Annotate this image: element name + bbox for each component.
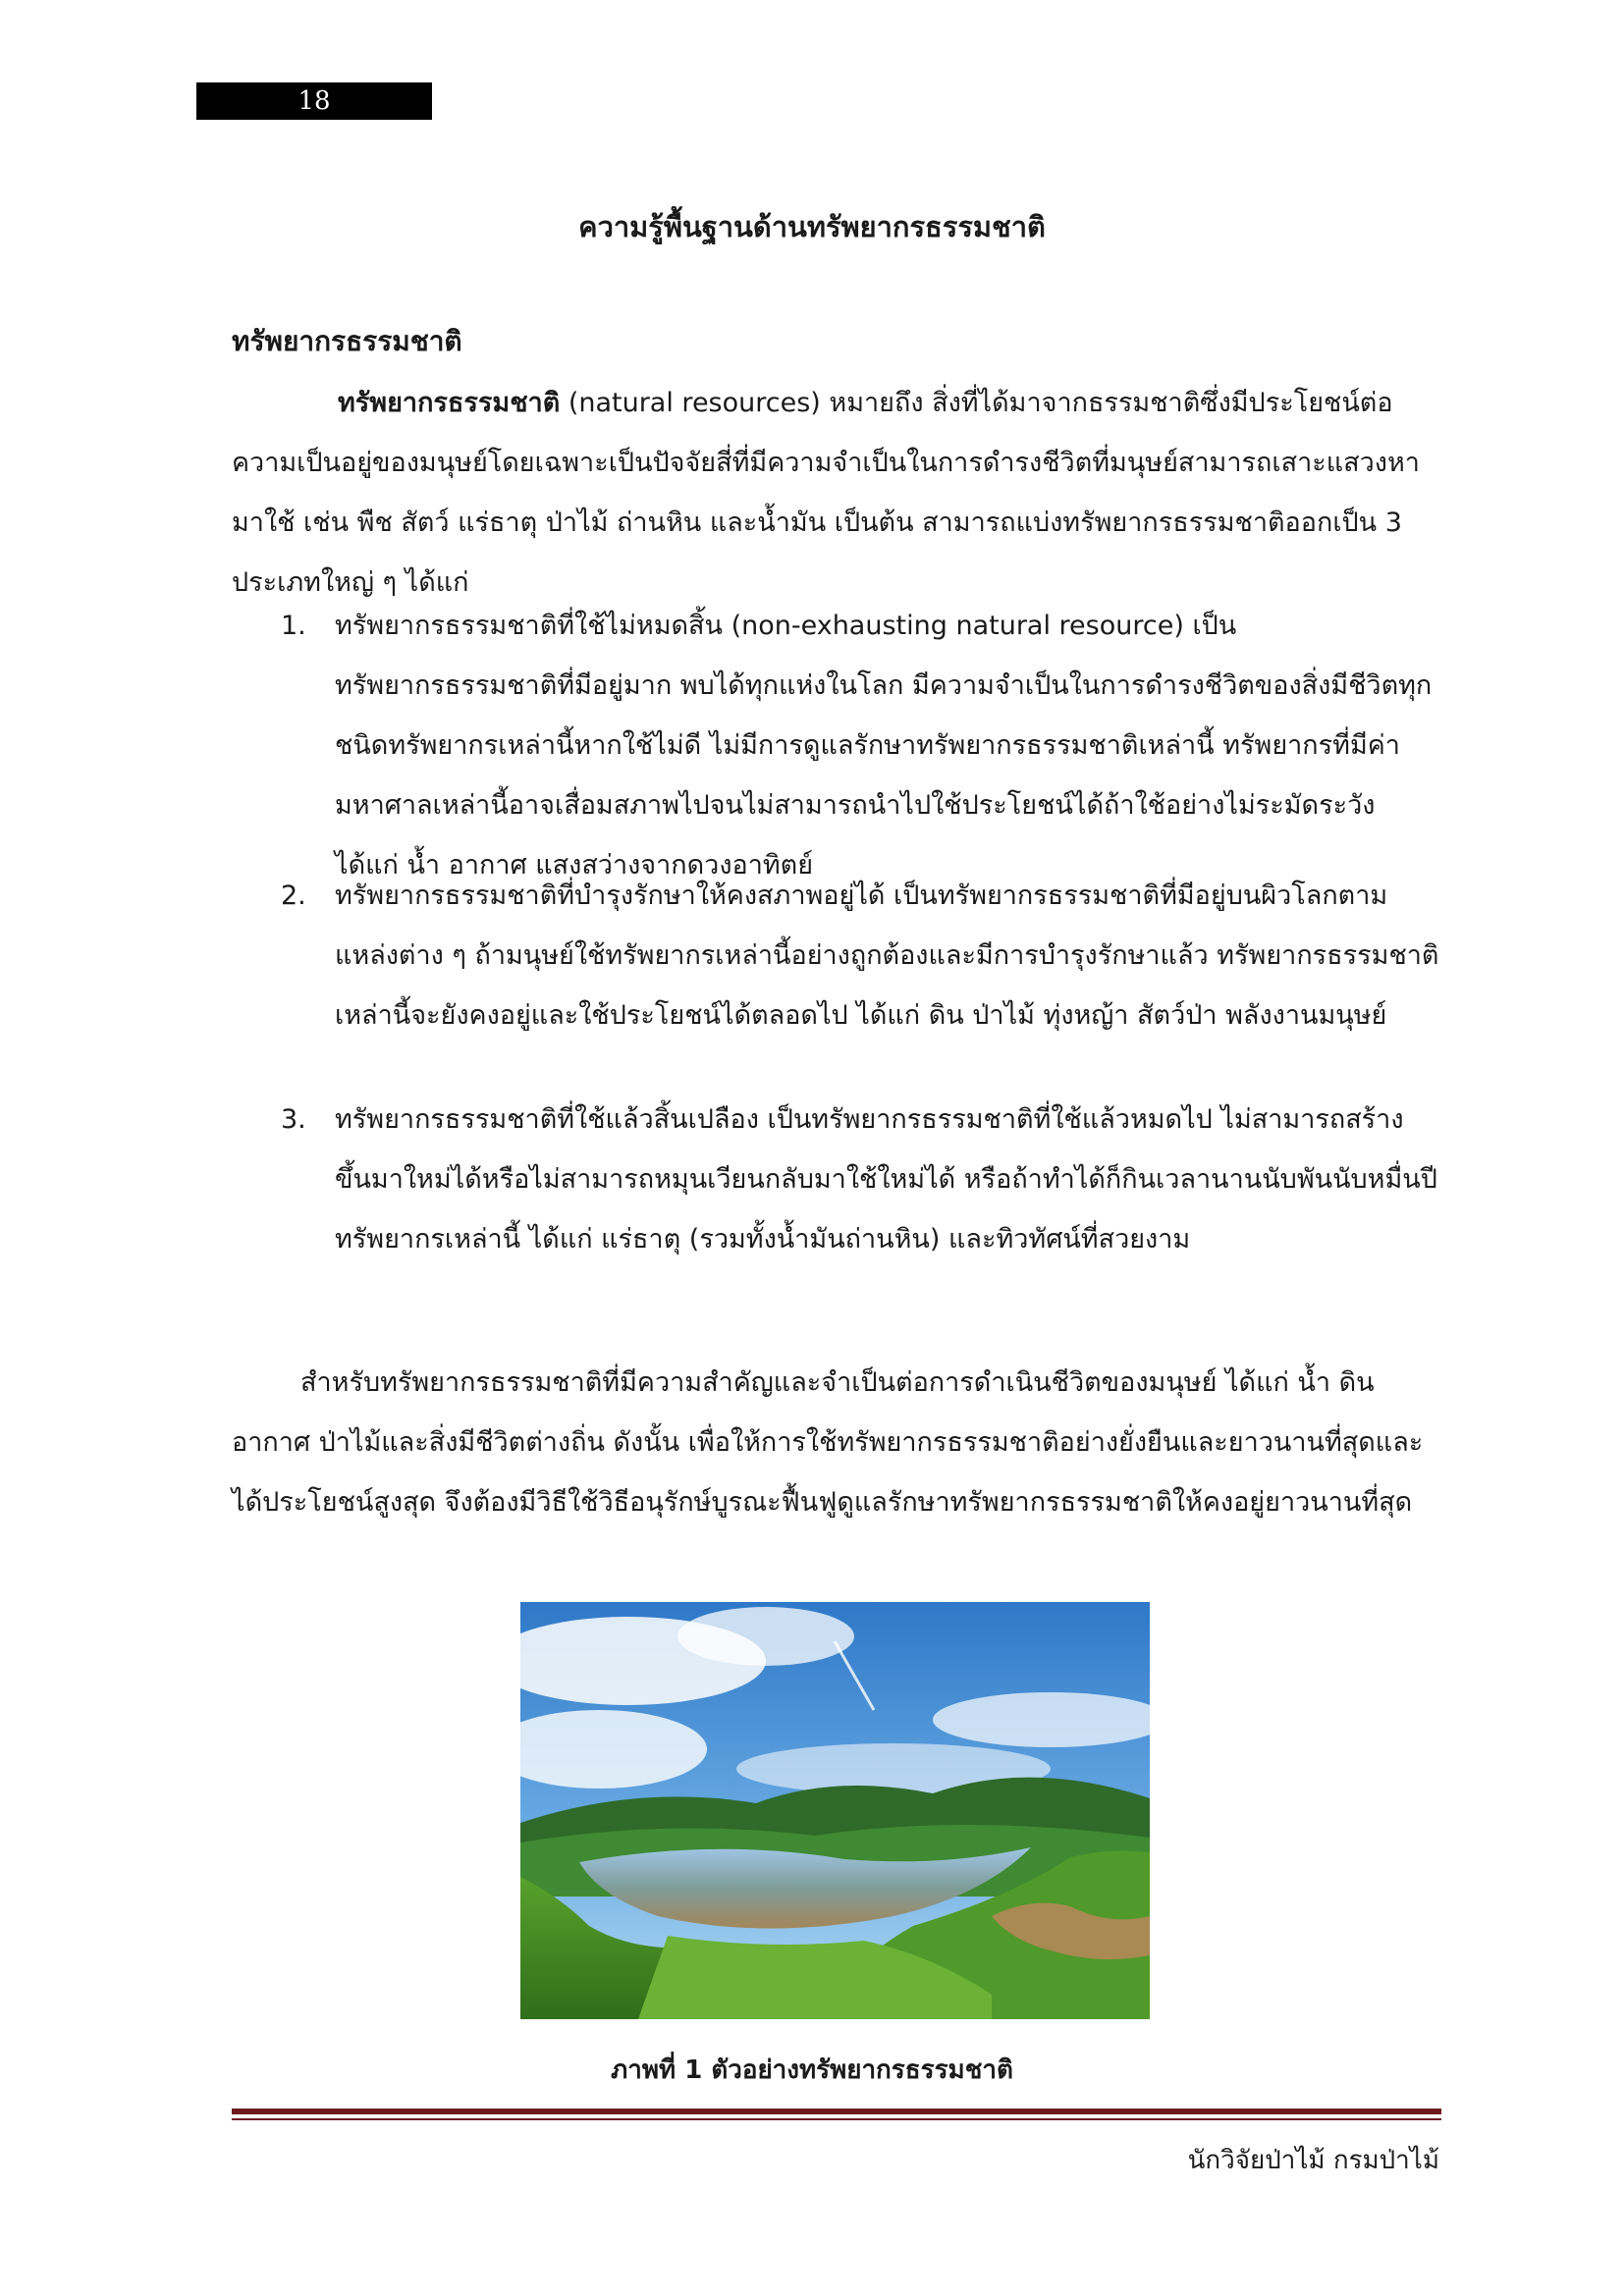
list-item-text: ทรัพยากรธรรมชาติที่บำรุงรักษาให้คงสภาพอยู่ได้ เป็นทรัพยากรธรรมชาติที่มีอยู่บนผิวโลกตามแหล่งต่าง ๆ ถ้ามนุษย์ใช้ทรัพยากรเหล่านี้อย่างถูกต้องและมีการบำรุงรักษาแล้ว ทรัพยากรธรรมชาติเหล่านี้จะยังคงอยู่และใช้ประโยชน์ได้ตลอดไป ได้แก่ ดิน ป่าไม้ ทุ่งหญ้า สัตว์ป่า พลังงานมนุษย์	[335, 881, 1439, 1031]
closing-paragraph-text: สำหรับทรัพยากรธรรมชาติที่มีความสำคัญและจำเป็นต่อการดำเนินชีวิตของมนุษย์ ได้แก่ น้ำ ดิน อากาศ ป่าไม้และสิ่งมีชีวิตต่างถิ่น ดังนั้น เพื่อให้การใช้ทรัพยากรธรรมชาติอย่างยั่งยืนและยาวนานที่สุดและได้ประโยชน์สูงสุด จึงต้องมีวิธีใช้วิธีอนุรักษ์บูรณะฟื้นฟูดูแลรักษาทรัพยากรธรรมชาติให้คงอยู่ยาวนานที่สุด	[232, 1367, 1424, 1518]
page-title: ความรู้พื้นฐานด้านทรัพยากรธรรมชาติ	[578, 210, 1046, 243]
list-item	[232, 1090, 1439, 1269]
footer-divider-thin	[232, 2118, 1441, 2120]
closing-paragraph	[232, 1353, 1439, 1532]
section-heading: ทรัพยากรธรรมชาติ	[232, 325, 462, 357]
list-item-number: 2.	[281, 881, 306, 911]
landscape-photo	[520, 1602, 1150, 2019]
page-number: 18	[196, 82, 432, 120]
resource-type-list	[232, 596, 1439, 1269]
intro-paragraph	[232, 373, 1439, 613]
figure-caption: ภาพที่ 1 ตัวอย่างทรัพยากรธรรมชาติ	[611, 2056, 1013, 2085]
page-footer: นักวิจัยป่าไม้ กรมป่าไม้	[1187, 2146, 1439, 2175]
list-item-text: ทรัพยากรธรรมชาติที่ใช้แล้วสิ้นเปลือง เป็นทรัพยากรธรรมชาติที่ใช้แล้วหมดไป ไม่สามารถสร้างขึ้นมาใหม่ได้หรือไม่สามารถหมุนเวียนกลับมาใช้ใหม่ได้ หรือถ้าทำได้ก็กินเวลานานนับพันนับหมื่นปีทรัพยากรเหล่านี้ ได้แก่ แร่ธาตุ (รวมทั้งน้ำมันถ่านหิน) และทิวทัศน์ที่สวยงาม	[335, 1104, 1437, 1255]
list-item-number: 3.	[281, 1104, 306, 1135]
intro-term: ทรัพยากรธรรมชาติ	[338, 388, 561, 418]
footer-divider	[232, 2109, 1441, 2114]
list-item	[232, 596, 1439, 881]
list-item	[232, 866, 1439, 1090]
intro-text: (natural resources) หมายถึง สิ่งที่ได้มาจากธรรมชาติซึ่งมีประโยชน์ต่อความเป็นอยู่ของมนุษย์โดยเฉพาะเป็นปัจจัยสี่ที่มีความจำเป็นในการดำรงชีวิตที่มนุษย์สามารถเสาะแสวงหามาใช้ เช่น พืช สัตว์ แร่ธาตุ ป่าไม้ ถ่านหิน และน้ำมัน เป็นต้น สามารถแบ่งทรัพยากรธรรมชาติออกเป็น 3 ประเภทใหญ่ ๆ ได้แก่	[232, 388, 1420, 598]
list-item-number: 1.	[281, 611, 306, 641]
list-item-text: ทรัพยากรธรรมชาติที่ใช้ไม่หมดสิ้น (non-exhausting natural resource) เป็น ทรัพยากรธรรมชาติที่มีอยู่มาก พบได้ทุกแห่งในโลก มีความจำเป็นในการดำรงชีวิตของสิ่งมีชีวิตทุกชนิดทรัพยากรเหล่านี้หากใช้ไม่ดี ไม่มีการดูแลรักษาทรัพยากรธรรมชาติเหล่านี้ ทรัพยากรที่มีค่ามหาศาลเหล่านี้อาจเสื่อมสภาพไปจนไม่สามารถนำไปใช้ประโยชน์ได้ถ้าใช้อย่างไม่ระมัดระวัง ได้แก่ น้ำ อากาศ แสงสว่างจากดวงอาทิตย์	[335, 611, 1433, 881]
